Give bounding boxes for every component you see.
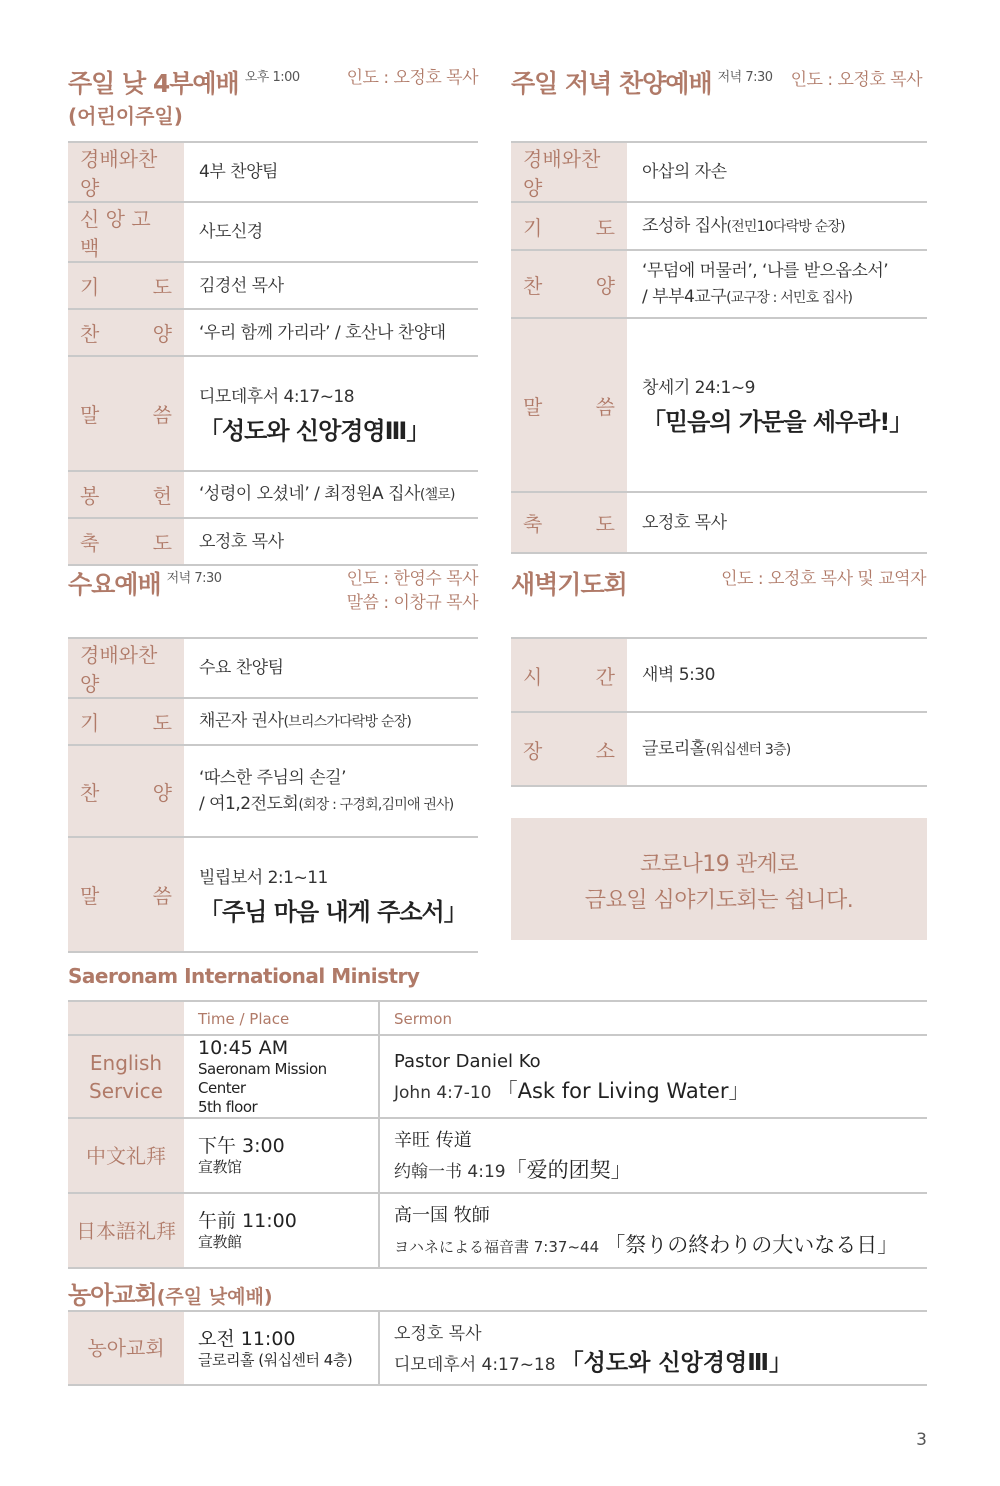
dawn-info-table bbox=[511, 637, 927, 787]
sunEve-time: 저녁 7:30 bbox=[717, 70, 773, 85]
intl-service-table bbox=[68, 1000, 927, 1269]
row-label: 말 씀 bbox=[511, 318, 628, 492]
table-row bbox=[68, 638, 478, 698]
table-row bbox=[511, 638, 927, 712]
wed-preacher: 말씀 : 이창규 목사 bbox=[346, 593, 478, 613]
table-row bbox=[68, 698, 478, 745]
scripture-ref: 빌립보서 2:1~11 bbox=[199, 867, 328, 888]
dawn-leader: 인도 : 오정호 목사 및 교역자 bbox=[721, 569, 926, 589]
table-header-row bbox=[68, 1001, 927, 1035]
table-row bbox=[511, 712, 927, 786]
header-sermon: Sermon bbox=[379, 1001, 927, 1035]
table-row bbox=[511, 142, 927, 202]
notice-box bbox=[511, 818, 927, 940]
row-value: ‘따스한 주님의 손길’ / 여1,2전도회(회장 : 구경회,김미애 권사) bbox=[185, 745, 479, 837]
sun4-order-table bbox=[68, 141, 478, 566]
table-row bbox=[68, 518, 478, 565]
sunEve-title: 주일 저녁 찬양예배 bbox=[511, 69, 712, 98]
sunEve-order-table bbox=[511, 141, 927, 554]
row-value: ‘무덤에 머물러’, ‘나를 받으옵소서’ / 부부4교구(교구장 : 서민호 집사) bbox=[628, 250, 928, 318]
row-value: 오정호 목사 bbox=[628, 492, 928, 553]
sermon-title: 「성도와 신앙경영Ⅲ」 bbox=[199, 416, 430, 445]
wed-leaders bbox=[300, 567, 478, 615]
table-row bbox=[68, 1035, 927, 1118]
table-row bbox=[511, 202, 927, 250]
row-value: ‘우리 함께 가리라’ / 호산나 찬양대 bbox=[185, 309, 479, 356]
sun4-title-block bbox=[68, 64, 300, 129]
sermon-title: 「주님 마음 내게 주소서」 bbox=[199, 897, 467, 926]
sun4-leader: 인도 : 오정호 목사 bbox=[346, 68, 478, 88]
row-label: 찬 양 bbox=[68, 745, 185, 837]
notice-line: 금요일 심야기도회는 쉽니다. bbox=[584, 888, 854, 913]
row-label: 찬 양 bbox=[68, 309, 185, 356]
intl-title: Saeronam International Ministry bbox=[68, 964, 420, 988]
sun4-title: 주일 낮 4부예배 bbox=[68, 69, 239, 98]
deaf-title: 농아교회 bbox=[68, 1281, 157, 1309]
sun4-time: 오후 1:00 bbox=[244, 70, 300, 85]
sunEve-title-block bbox=[511, 64, 773, 100]
row-label: 축 도 bbox=[511, 492, 628, 553]
row-label: 기 도 bbox=[511, 202, 628, 250]
table-row bbox=[511, 492, 927, 553]
service-time-place: 下午 3:00 宣教馆 bbox=[184, 1118, 379, 1193]
row-value: 아삽의 자손 bbox=[628, 142, 928, 202]
deaf-title-sub: (주일 낮예배) bbox=[156, 1286, 273, 1308]
service-time-place: 10:45 AM Saeronam Mission Center 5th floor bbox=[184, 1035, 379, 1118]
wed-title-block bbox=[68, 565, 222, 601]
row-value: 김경선 목사 bbox=[185, 262, 479, 309]
table-row bbox=[68, 471, 478, 518]
table-row bbox=[68, 1311, 927, 1385]
table-row bbox=[68, 1118, 927, 1193]
wed-order-table bbox=[68, 637, 478, 953]
scripture-ref: 디모데후서 4:17~18 bbox=[199, 386, 355, 407]
sunEve-leader: 인도 : 오정호 목사 bbox=[790, 70, 922, 90]
table-row bbox=[68, 309, 478, 356]
table-row bbox=[68, 262, 478, 309]
wed-leader: 인도 : 한영수 목사 bbox=[346, 569, 478, 589]
scripture-ref: 창세기 24:1~9 bbox=[642, 378, 755, 398]
header-time-place: Time / Place bbox=[184, 1001, 379, 1035]
table-row bbox=[68, 1193, 927, 1268]
notice-line: 코로나19 관계로 bbox=[640, 852, 798, 877]
row-label: 말 씀 bbox=[68, 356, 185, 471]
service-name: 中文礼拜 bbox=[68, 1118, 184, 1193]
header-empty bbox=[68, 1001, 184, 1035]
table-row bbox=[68, 202, 478, 262]
service-sermon: 辛旺 传道 约翰一书 4:19「爱的团契」 bbox=[379, 1118, 927, 1193]
service-sermon: 오정호 목사 디모데후서 4:17~18 「성도와 신앙경영Ⅲ」 bbox=[379, 1311, 927, 1385]
row-value bbox=[185, 837, 479, 952]
wed-time: 저녁 7:30 bbox=[166, 571, 222, 586]
sun4-subtitle: (어린이주일) bbox=[68, 104, 183, 128]
row-label: 신 앙 고 백 bbox=[68, 202, 185, 262]
row-value bbox=[185, 356, 479, 471]
row-label: 시 간 bbox=[511, 638, 628, 712]
service-sermon: 高一国 牧師 ヨハネによる福音書 7:37~44 「祭りの終わりの大いなる日」 bbox=[379, 1193, 927, 1268]
sermon-title: 「믿음의 가문을 세우라!」 bbox=[642, 408, 913, 436]
row-label: 찬 양 bbox=[511, 250, 628, 318]
table-row bbox=[511, 318, 927, 492]
row-value: 사도신경 bbox=[185, 202, 479, 262]
table-row bbox=[68, 142, 478, 202]
row-label: 경배와찬양 bbox=[511, 142, 628, 202]
row-label: 장 소 bbox=[511, 712, 628, 786]
row-label: 경배와찬양 bbox=[68, 638, 185, 698]
row-label: 기 도 bbox=[68, 262, 185, 309]
row-value: 새벽 5:30 bbox=[628, 638, 928, 712]
row-label: 말 씀 bbox=[68, 837, 185, 952]
row-label: 기 도 bbox=[68, 698, 185, 745]
deaf-title-block bbox=[68, 1275, 273, 1310]
service-time-place: 午前 11:00 宣教館 bbox=[184, 1193, 379, 1268]
row-value: 4부 찬양팀 bbox=[185, 142, 479, 202]
service-time-place: 오전 11:00 글로리홀 (워십센터 4층) bbox=[184, 1311, 379, 1385]
row-value: 조성하 집사(전민10다락방 순장) bbox=[628, 202, 928, 250]
wed-title: 수요예배 bbox=[68, 570, 161, 599]
row-value bbox=[628, 318, 928, 492]
service-sermon: Pastor Daniel Ko John 4:7-10 「Ask for Living Water」 bbox=[379, 1035, 927, 1118]
row-value: 글로리홀(워십센터 3층) bbox=[628, 712, 928, 786]
table-row bbox=[68, 745, 478, 837]
row-value: 채곤자 권사(브리스가다락방 순장) bbox=[185, 698, 479, 745]
page-number: 3 bbox=[916, 1430, 927, 1450]
table-row bbox=[68, 837, 478, 952]
row-label: 봉 헌 bbox=[68, 471, 185, 518]
row-value: ‘성령이 오셨네’ / 최정원A 집사(첼로) bbox=[185, 471, 479, 518]
row-label: 축 도 bbox=[68, 518, 185, 565]
row-value: 수요 찬양팀 bbox=[185, 638, 479, 698]
deaf-service-table bbox=[68, 1310, 927, 1386]
service-name: 농아교회 bbox=[68, 1311, 184, 1385]
row-value: 오정호 목사 bbox=[185, 518, 479, 565]
table-row bbox=[511, 250, 927, 318]
service-name: English Service bbox=[68, 1035, 184, 1118]
service-name: 日本語礼拜 bbox=[68, 1193, 184, 1268]
dawn-title: 새벽기도회 bbox=[511, 570, 627, 599]
row-label: 경배와찬양 bbox=[68, 142, 185, 202]
table-row bbox=[68, 356, 478, 471]
